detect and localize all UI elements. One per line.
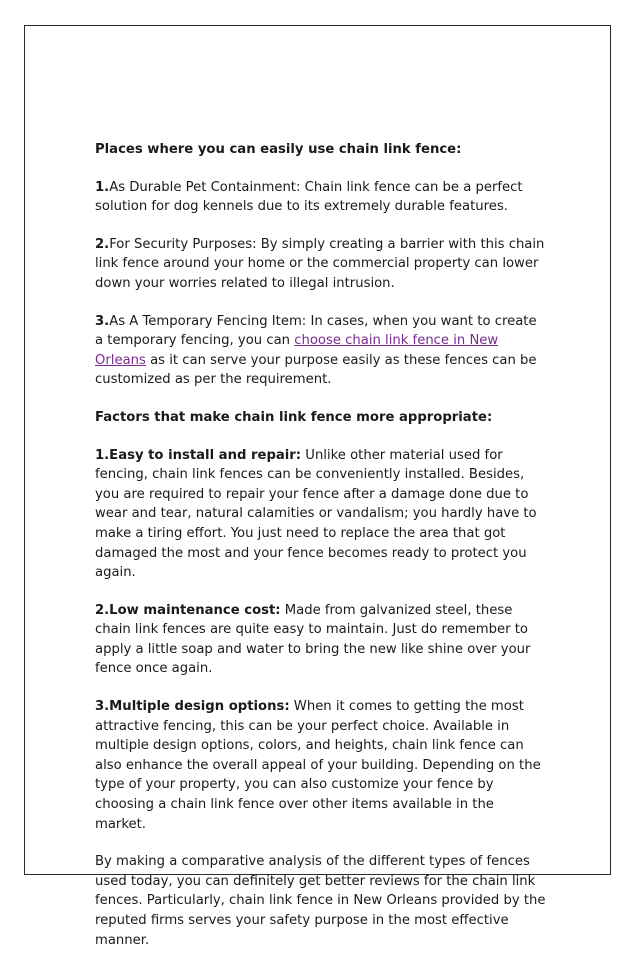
place-item-text-after: as it can serve your purpose easily as these fences can be customized as per the requirement. (95, 352, 537, 388)
place-item-number: 2. (95, 236, 110, 252)
factor-text: Made from galvanized steel, these chain link fences are quite easy to maintain. Just do remember to apply a little soap and water to bring the new like shine over your fence once again. (95, 602, 531, 677)
new-orleans-fence-link[interactable]: choose chain link fence in New Orleans (95, 333, 499, 368)
document-body (95, 140, 547, 968)
place-item-2 (95, 235, 547, 294)
factor-lead: 2.Low maintenance cost: (95, 602, 281, 618)
factor-lead: 1.Easy to install and repair: (95, 447, 302, 463)
places-heading: Places where you can easily use chain link fence: (95, 142, 462, 157)
place-item-number: 3. (95, 313, 110, 329)
place-item-3 (95, 312, 547, 390)
place-item-1 (95, 178, 547, 217)
conclusion-paragraph: By making a comparative analysis of the different types of fences used today, you can definitely get better reviews for the chain link fences. Particularly, chain link fence in New Orleans provided by the reputed firms serves your safety purpose in the most effective manner. (95, 854, 546, 948)
place-item-text-before: As A Temporary Fencing Item: In cases, when you want to create a temporary fencing, you can (95, 313, 537, 349)
factors-heading: Factors that make chain link fence more appropriate: (95, 409, 493, 425)
place-item-text: As Durable Pet Containment: Chain link fence can be a perfect solution for dog kennels due to its extremely durable features. (95, 179, 523, 215)
factor-item-1 (95, 446, 547, 583)
place-item-number: 1. (95, 179, 110, 195)
place-item-text: For Security Purposes: By simply creating a barrier with this chain link fence around your home or the commercial property can lower down your worries related to illegal intrusion. (95, 236, 545, 291)
factor-text: Unlike other material used for fencing, chain link fences can be conveniently installed. Besides, you are required to repair your fence after a damage done due to wear and tear, natural calamities or vandalism; you hardly have to make a tiring effort. You just need to replace the area that got damaged the most and your fence becomes ready to protect you again. (95, 447, 537, 581)
factor-item-2 (95, 601, 547, 679)
factor-lead: 3.Multiple design options: (95, 699, 290, 715)
factor-item-3 (95, 697, 547, 834)
factor-text: When it comes to getting the most attractive fencing, this can be your perfect choice. Available in multiple design options, colors, and heights, chain link fence can also enhance the overall appeal of your building. Depending on the type of your property, you can also customize your fence by choosing a chain link fence over other items available in the market. (95, 699, 541, 832)
